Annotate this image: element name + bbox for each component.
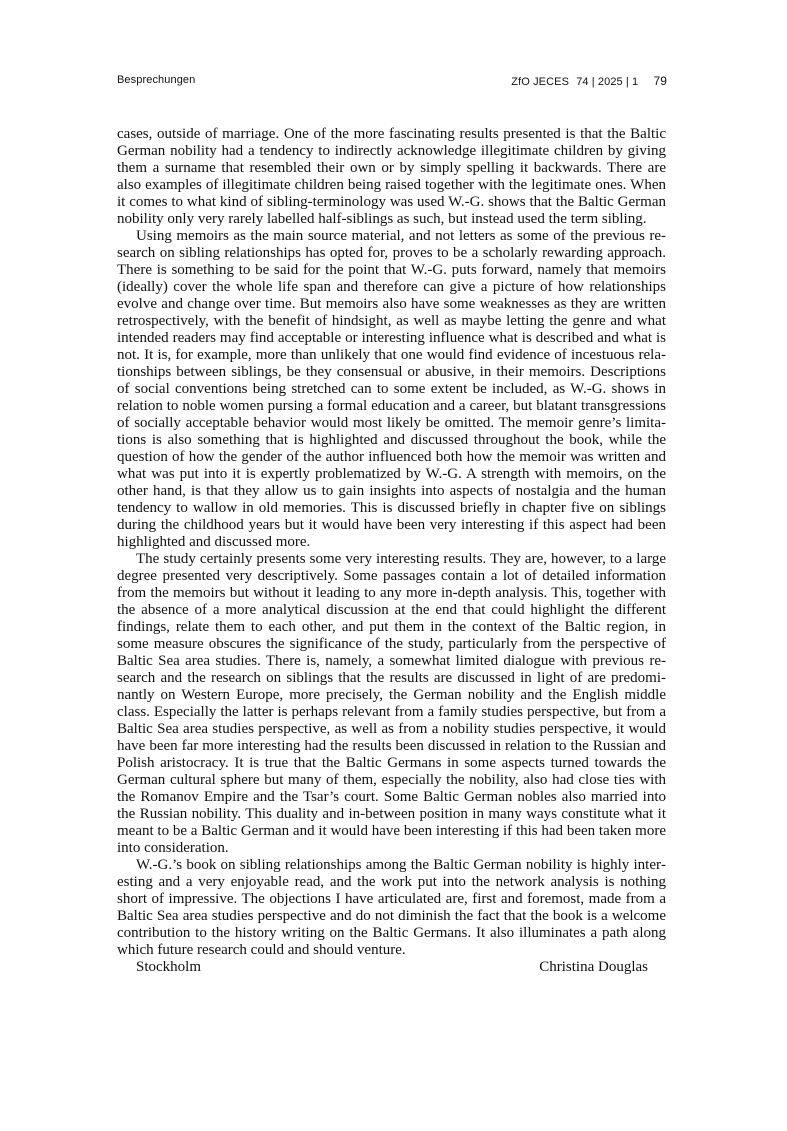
running-header: [117, 74, 667, 90]
paragraph: Using memoirs as the main source material, and not letters as some of the previous research on sibling relationships has opted for, proves to be a scholarly rewarding approach. There is something to be said for the point that W.-G. puts forward, namely that memoirs (ideally) cover the whole life span and therefore can give a picture of how relationships evolve and change over time. But memoirs also have some weaknesses as they are written retrospectively, with the benefit of hindsight, as well as maybe letting the genre and what intended readers may find acceptable or interesting influence what is described and what is not. It is, for example, more than unlikely that one would find evidence of incestuous relationships between siblings, be they consensual or abusive, in their memoirs. Descriptions of social conventions being stretched can to some extent be included, as W.-G. shows in relation to noble women pursing a formal education and a career, but blatant transgressions of socially acceptable behavior would most likely be omitted. The memoir genre’s limitations is also something that is highlighted and discussed throughout the book, while the question of how the gender of the author influenced both how the memoir was written and what was put into it is expertly problematized by W.-G. A strength with memoirs, on the other hand, is that they allow us to gain insights into aspects of nostalgia and the human tendency to wallow in old memories. This is discussed briefly in chapter five on siblings during the childhood years but it would have been very interesting if this aspect had been highlighted and discussed more.: [117, 228, 666, 550]
review-body: [117, 126, 666, 976]
paragraph: cases, outside of marriage. One of the more fascinating results presented is that the Baltic German nobility had a tendency to indirectly acknowledge illegitimate children by giving them a surname that resembled their own or by simply spelling it backwards. There are also examples of illegitimate children being raised together with the legitimate ones. When it comes to what kind of sibling-terminology was used W.-G. shows that the Baltic German nobility only very rarely labelled half-siblings as such, but instead used the term sibling.: [117, 126, 666, 227]
paragraph: The study certainly presents some very interesting results. They are, however, to a large degree presented very descriptively. Some passages contain a lot of detailed information from the memoirs but without it leading to any more in-depth analysis. This, together with the absence of a more analytical discussion at the end that could highlight the different findings, relate them to each other, and put them in the context of the Baltic region, in some measure obscures the significance of the study, particularly from the perspective of Baltic Sea area studies. There is, namely, a somewhat limited dialogue with previous research and the research on siblings that the results are discussed in light of are predominantly on Western Europe, more precisely, the German nobility and the English middle class. Especially the latter is perhaps relevant from a family studies perspective, but from a Baltic Sea area studies perspective, as well as from a nobility studies perspective, it would have been far more interesting had the results been discussed in relation to the Russian and Polish aristocracy. It is true that the Baltic Germans in some aspects turned towards the German cultural sphere but many of them, especially the nobility, also had close ties with the Romanov Empire and the Tsar’s court. Some Baltic German nobles also married into the Russian nobility. This duality and in-between position in many ways constitute what it meant to be a Baltic German and it would have been interesting if this had been taken more into consideration.: [117, 551, 666, 856]
signature-line: [117, 959, 666, 976]
journal-title: ZfO JECES: [511, 76, 570, 88]
page-number: 79: [653, 74, 667, 88]
journal-info: [511, 74, 667, 88]
paragraph: W.-G.’s book on sibling relationships among the Baltic German nobility is highly interesting and a very enjoyable read, and the work put into the network analysis is nothing short of impressive. The objections I have articulated are, first and foremost, made from a Baltic Sea area studies perspective and do not diminish the fact that the book is a welcome contribution to the history writing on the Baltic Germans. It also illuminates a path along which future research could and should venture.: [117, 857, 666, 958]
section-title: Besprechungen: [117, 74, 196, 86]
volume-issue: 74 | 2025 | 1: [576, 76, 639, 88]
signature-place: Stockholm: [136, 959, 202, 975]
signature-author: Christina Douglas: [539, 959, 648, 975]
